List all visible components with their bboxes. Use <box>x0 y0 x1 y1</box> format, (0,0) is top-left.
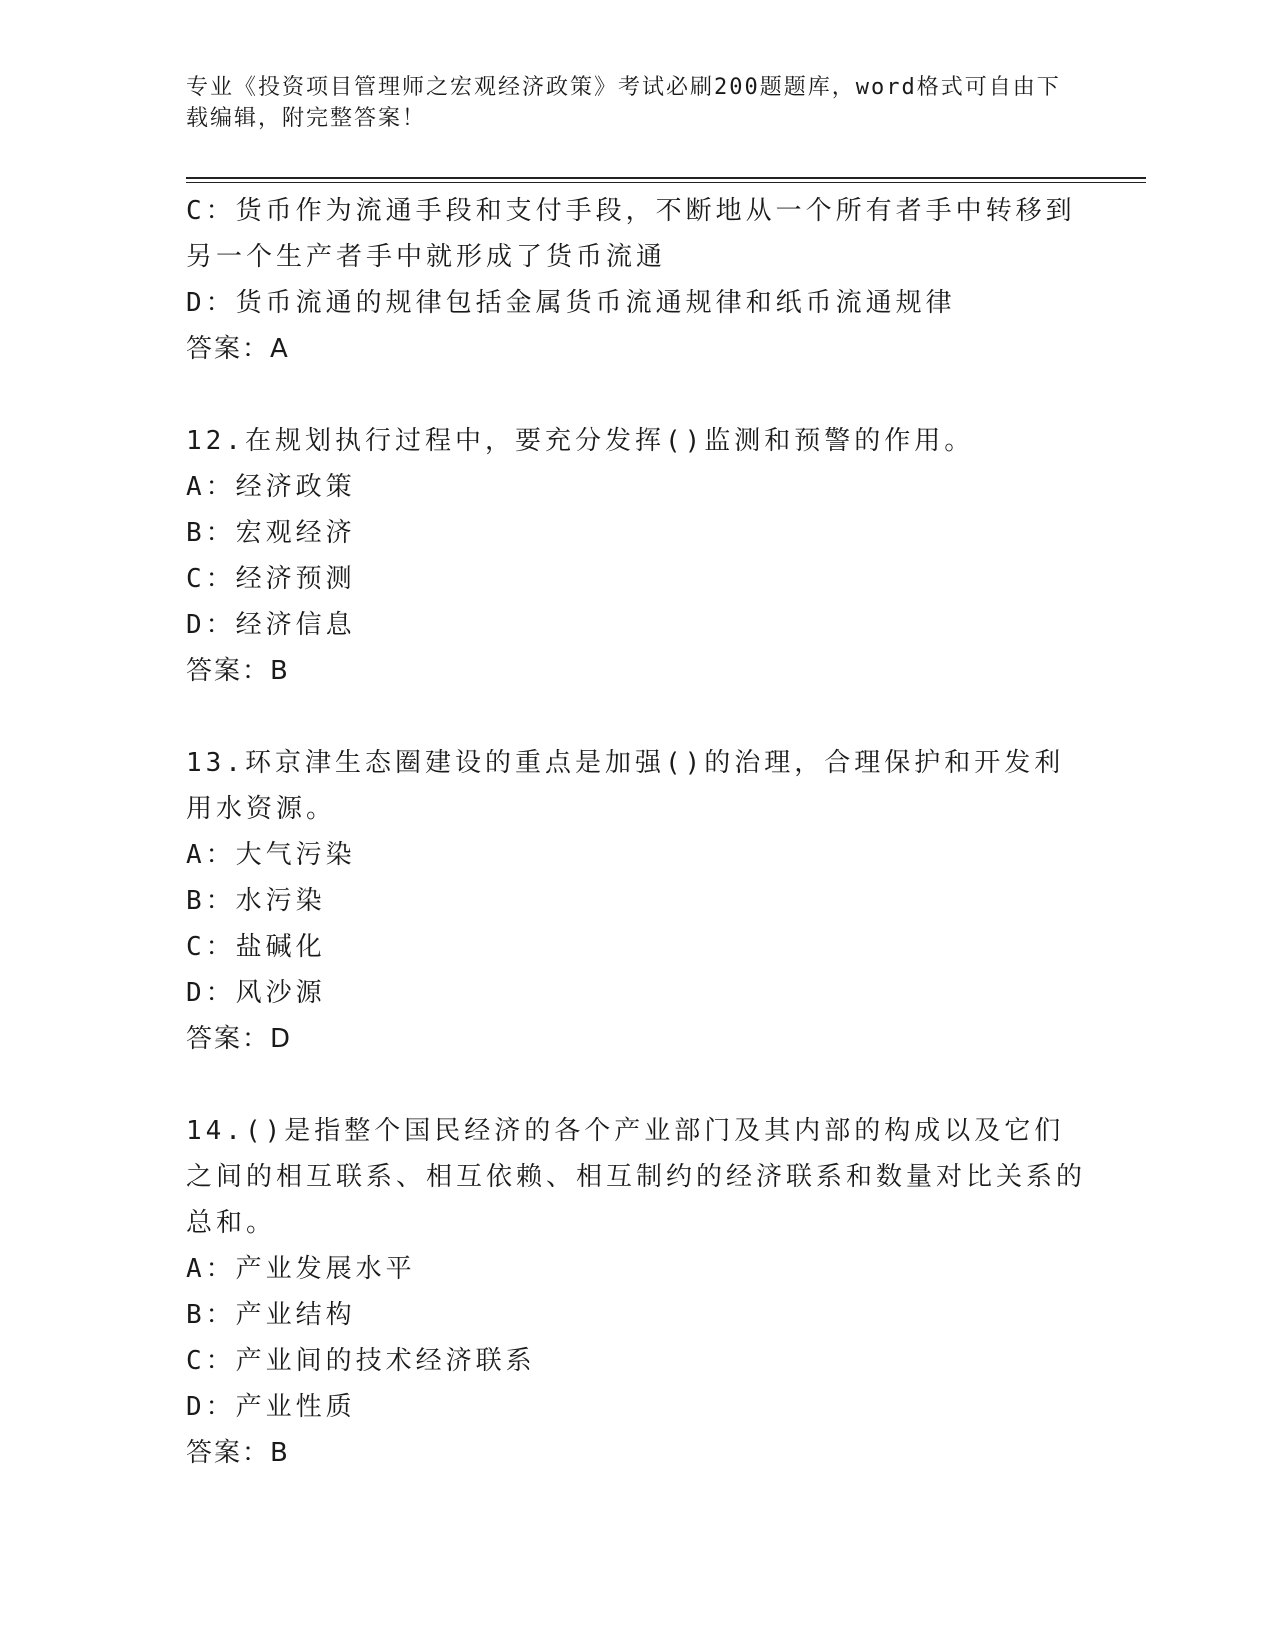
option-a: A：大气污染 <box>186 840 356 870</box>
question-12 <box>186 418 1086 694</box>
option-a: A：经济政策 <box>186 472 356 502</box>
option-d: D：经济信息 <box>186 610 356 640</box>
document-header: 专业《投资项目管理师之宏观经济政策》考试必刷200题题库，word格式可自由下载编辑，附完整答案！ <box>186 75 1061 131</box>
option-d: D：产业性质 <box>186 1392 356 1422</box>
option-b: B：产业结构 <box>186 1300 356 1330</box>
spacer <box>186 1062 1086 1108</box>
question-text: 12.在规划执行过程中，要充分发挥()监测和预警的作用。 <box>186 426 975 456</box>
answer: 答案：B <box>186 1438 290 1468</box>
option-c: C：经济预测 <box>186 564 356 594</box>
answer: 答案：A <box>186 334 290 364</box>
spacer <box>186 694 1086 740</box>
question-14 <box>186 1108 1086 1476</box>
answer: 答案：B <box>186 656 290 686</box>
option-b: B：宏观经济 <box>186 518 356 548</box>
option-b: B：水污染 <box>186 886 326 916</box>
spacer <box>186 372 1086 418</box>
question-block-prev <box>186 188 1086 372</box>
option-c: C：产业间的技术经济联系 <box>186 1346 536 1376</box>
question-text: 13.环京津生态圈建设的重点是加强()的治理，合理保护和开发利用水资源。 <box>186 748 1065 824</box>
option-a: A：产业发展水平 <box>186 1254 416 1284</box>
question-13 <box>186 740 1086 1062</box>
answer: 答案：D <box>186 1024 293 1054</box>
option-c: C：货币作为流通手段和支付手段，不断地从一个所有者手中转移到另一个生产者手中就形成了货币流通 <box>186 196 1076 272</box>
question-text: 14.()是指整个国民经济的各个产业部门及其内部的构成以及它们之间的相互联系、相互依赖、相互制约的经济联系和数量对比关系的总和。 <box>186 1116 1087 1238</box>
header-divider-thin <box>186 182 1146 183</box>
option-d: D：货币流通的规律包括金属货币流通规律和纸币流通规律 <box>186 288 956 318</box>
header-divider <box>186 177 1146 179</box>
option-d: D：风沙源 <box>186 978 326 1008</box>
option-c: C：盐碱化 <box>186 932 326 962</box>
question-list <box>186 188 1086 1476</box>
